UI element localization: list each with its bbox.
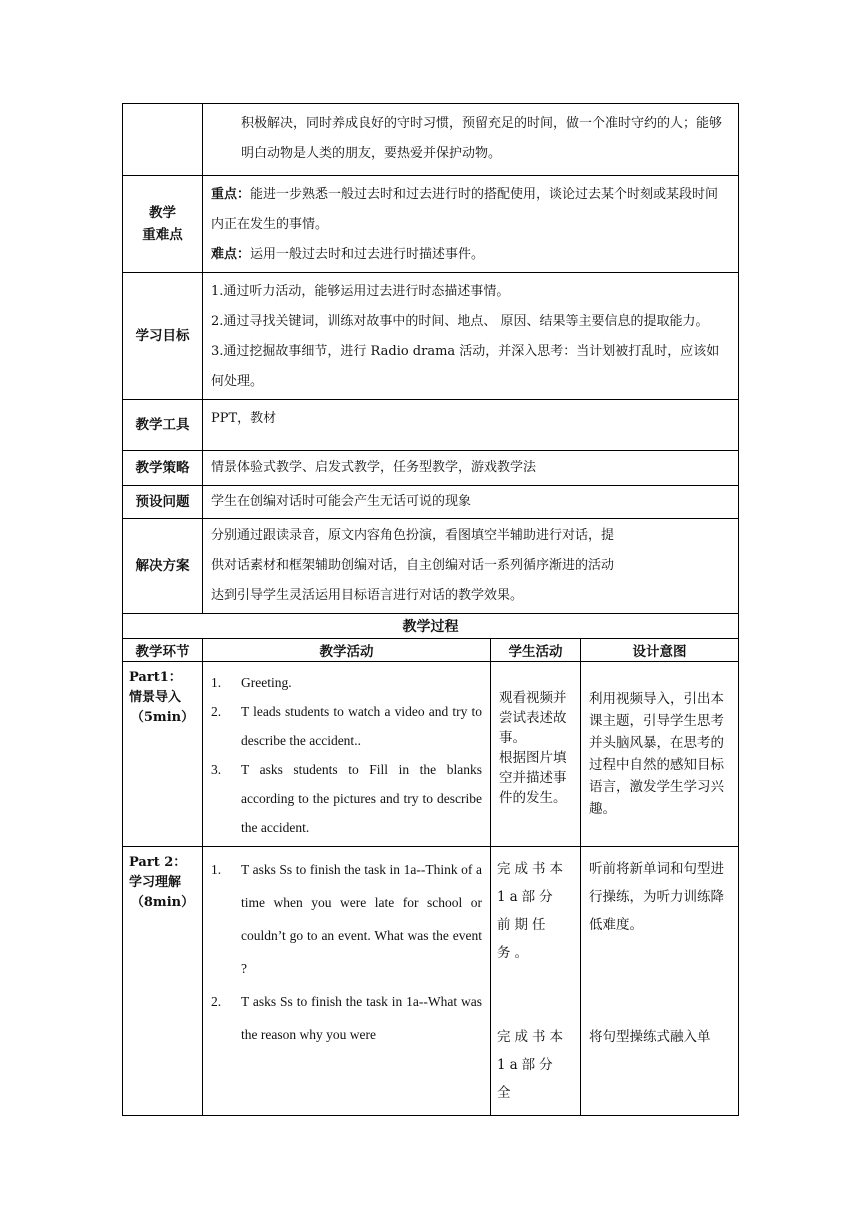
part1-activities [203,662,491,847]
solution-line-1: 分别通过跟读录音，原文内容角色扮演，看图填空半辅助进行对话，提 [211,528,615,543]
process-row-part1 [123,662,739,847]
teaching-tools-label: 教学工具 [123,400,203,451]
anticipated-issues-label: 预设问题 [123,486,203,519]
intro-text: 积极解决，同时养成良好的守时习惯，预留充足的时间，做一个准时守约的人；能够明白动物是人类的朋友，要热爱并保护动物。 [241,116,723,161]
part2-stage-name: 学习理解 [129,875,182,890]
key-label-line1: 教学 [149,205,176,221]
part1-student-text: 观看视频并尝试表述故事。 根据图片填空并描述事件的发生。 [499,690,567,806]
key-points-content [203,176,739,273]
key-point-text: 能进一步熟悉一般过去时和过去进行时的搭配使用，谈论过去某个时刻或某段时间内正在发生的事情。 [211,187,719,232]
anticipated-issues-content [203,486,739,519]
process-row-part2 [123,847,739,1116]
part1-design-text: 利用视频导入，引出本课主题，引导学生思考并头脑风暴，在思考的过程中自然的感知目标语言，激发学生学习兴趣。 [589,691,724,817]
solution-content [203,519,739,614]
part2-design-intent [581,847,739,1116]
solution-line-3: 达到引导学生灵活运用目标语言进行对话的教学效果。 [211,588,524,603]
objectives-continued-row [123,104,739,176]
part1-activity-3: 3. T asks students to Fill in the blanks according to the pictures and try to describe the accident. [211,762,482,835]
process-title: 教学过程 [123,614,739,639]
part2-activity-1: 1. T asks Ss to finish the task in 1a--Think of a time when you were late for school or couldn’t go to an event. What was the event ? [211,862,482,976]
part2-design-text-1: 听前将新单词和句型进行操练，为听力训练降低难度。 [589,861,724,933]
part1-student-activity [491,662,581,847]
part2-activities [203,847,491,1116]
teaching-strategy-text: 情景体验式教学、启发式教学，任务型教学，游戏教学法 [211,460,537,475]
teaching-tools-row [123,400,739,451]
part2-student-text-1: 完成书本1a部分前期任务。 [497,861,567,961]
part2-student-text-2: 完成书本1a部分全 [497,1029,567,1101]
part1-activity-2: 2. T leads students to watch a video and try to describe the accident.. [211,704,482,748]
anticipated-issues-text: 学生在创编对话时可能会产生无话可说的现象 [211,494,472,509]
part1-stage-time: （5min） [130,710,195,725]
objectives-continued-text [203,104,739,176]
part2-stage-time: （8min） [130,895,195,910]
solution-row [123,519,739,614]
key-points-row [123,176,739,273]
teaching-tools-content [203,400,739,451]
part1-design-intent [581,662,739,847]
process-header-row [123,639,739,662]
solution-label: 解决方案 [123,519,203,614]
empty-label-cell [123,104,203,176]
key-point-prefix: 重点： [211,187,251,202]
difficulty-prefix: 难点： [211,247,251,262]
part2-stage-title: Part 2： [129,855,187,870]
teaching-strategy-row [123,451,739,486]
goal-2: 2.通过寻找关键词，训练对故事中的时间、地点、 原因、结果等主要信息的提取能力。 [211,314,709,329]
lesson-plan-page [122,103,738,1116]
header-design-intent: 设计意图 [581,639,739,662]
process-title-row [123,614,739,639]
header-teacher-activity: 教学活动 [203,639,491,662]
solution-line-2: 供对话素材和框架辅助创编对话，自主创编对话一系列循序渐进的活动 [211,558,615,573]
part1-stage [123,662,203,847]
teaching-strategy-content [203,451,739,486]
header-student-activity: 学生活动 [491,639,581,662]
learning-goals-label: 学习目标 [123,273,203,400]
anticipated-issues-row [123,486,739,519]
difficulty-text: 运用一般过去时和过去进行时描述事件。 [250,247,485,262]
learning-goals-row [123,273,739,400]
part2-stage [123,847,203,1116]
learning-goals-content [203,273,739,400]
teaching-tools-text: PPT，教材 [211,411,277,426]
goal-1: 1.通过听力活动，能够运用过去进行时态描述事情。 [211,284,510,299]
teaching-strategy-label: 教学策略 [123,451,203,486]
header-stage: 教学环节 [123,639,203,662]
lesson-plan-table [122,103,739,1116]
part1-activity-1: 1. Greeting. [211,675,292,690]
goal-3: 3.通过挖掘故事细节，进行 Radio drama 活动，并深入思考：当计划被打乱时，应该如何处理。 [211,344,720,389]
key-points-label [123,176,203,273]
key-label-line2: 重难点 [142,227,183,243]
part2-student-activity [491,847,581,1116]
part1-stage-title: Part1： [129,670,182,685]
part2-design-text-2: 将句型操练式融入单 [589,1029,711,1045]
part1-stage-name: 情景导入 [129,690,182,705]
part2-activity-2: 2. T asks Ss to finish the task in 1a--What was the reason why you were [211,994,482,1042]
